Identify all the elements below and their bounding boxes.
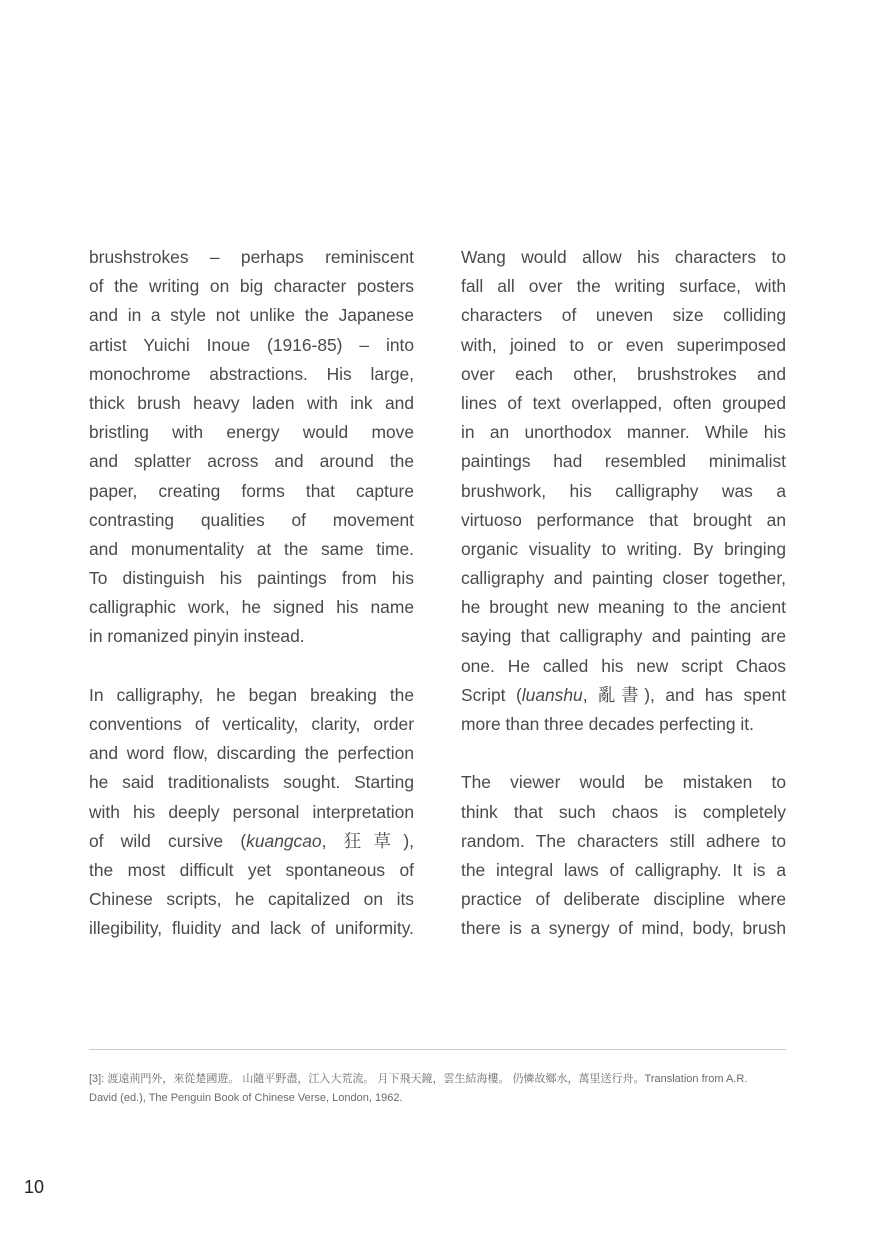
text-line: practice of deliberate discipline where (461, 889, 786, 910)
text-line: of the writing on big character posters (89, 276, 414, 297)
footnote (89, 1070, 786, 1108)
footnote-divider (89, 1049, 786, 1050)
text-line: virtuoso performance that brought an (461, 509, 786, 530)
text-line: random. The characters still adhere to (461, 830, 786, 851)
page-number: 10 (24, 1177, 45, 1197)
text-line: saying that calligraphy and painting are (461, 626, 786, 647)
text-line: brushstrokes – perhaps reminiscent (89, 247, 414, 267)
text-line: and monumentality at the same time. (89, 538, 414, 559)
text-line: the integral laws of calligraphy. It is a (461, 859, 786, 880)
text-line: think that such chaos is completely (461, 801, 786, 822)
text-line: with, joined to or even superimposed (461, 334, 786, 355)
text-line: To distinguish his paintings from his (89, 568, 414, 589)
text-line: illegibility, fluidity and lack of uniformity. (89, 918, 414, 939)
text-line: he said traditionalists sought. Starting (89, 772, 414, 793)
text-line: characters of uneven size colliding (461, 305, 786, 326)
text-line: one. He called his new script Chaos (461, 655, 786, 676)
text-line: in an unorthodox manner. While his (461, 422, 786, 443)
text-line: artist Yuichi Inoue (1916-85) – into (89, 334, 414, 355)
text-line: paintings had resembled minimalist (461, 451, 786, 472)
text-line: monochrome abstractions. His large, (89, 363, 414, 384)
paragraph-gap (461, 739, 786, 768)
text-line: calligraphic work, he signed his name (89, 597, 414, 618)
text-line: In calligraphy, he began breaking the (89, 684, 414, 705)
text-line: more than three decades perfecting it. (461, 714, 754, 734)
text-line: and word flow, discarding the perfection (89, 743, 414, 764)
footnote-line: David (ed.), The Penguin Book of Chinese Verse, London, 1962. (89, 1092, 403, 1104)
text-line: of wild cursive (kuangcao, 狂草), (89, 830, 414, 851)
text-line: lines of text overlapped, often grouped (461, 392, 786, 413)
text-line: in romanized pinyin instead. (89, 626, 305, 647)
text-line: calligraphy and painting closer together, (461, 568, 786, 589)
text-line: Script (luanshu, 亂書), and has spent (461, 684, 786, 705)
text-line: the most difficult yet spontaneous of (89, 859, 414, 880)
text-line: The viewer would be mistaken to (461, 772, 786, 793)
text-line: there is a synergy of mind, body, brush (461, 918, 786, 939)
text-line: Chinese scripts, he capitalized on its (89, 889, 414, 910)
text-line: he brought new meaning to the ancient (461, 597, 786, 618)
text-line: fall all over the writing surface, with (461, 276, 786, 297)
text-line: and in a style not unlike the Japanese (89, 305, 414, 326)
text-line: over each other, brushstrokes and (461, 363, 786, 384)
text-line: with his deeply personal interpretation (89, 801, 414, 822)
text-line: conventions of verticality, clarity, order (89, 714, 414, 734)
footnote-line: [3]: 渡遠荊門外，來從楚國遊。 山隨平野盡，江入大荒流。 月下飛天鏡，雲生結海樓。 仍憐故鄉水，萬里送行舟。Translation from A.R. (89, 1073, 748, 1085)
right-text-column (461, 243, 786, 944)
text-line: organic visuality to writing. By bringing (461, 538, 786, 559)
paragraph-gap (89, 652, 414, 681)
text-line: thick brush heavy laden with ink and (89, 392, 414, 413)
text-line: brushwork, his calligraphy was a (461, 480, 786, 501)
text-line: contrasting qualities of movement (89, 509, 414, 530)
text-line: and splatter across and around the (89, 451, 414, 472)
text-line: bristling with energy would move (89, 422, 414, 443)
text-line: paper, creating forms that capture (89, 480, 414, 501)
left-text-column (89, 243, 414, 944)
text-line: Wang would allow his characters to (461, 247, 786, 267)
